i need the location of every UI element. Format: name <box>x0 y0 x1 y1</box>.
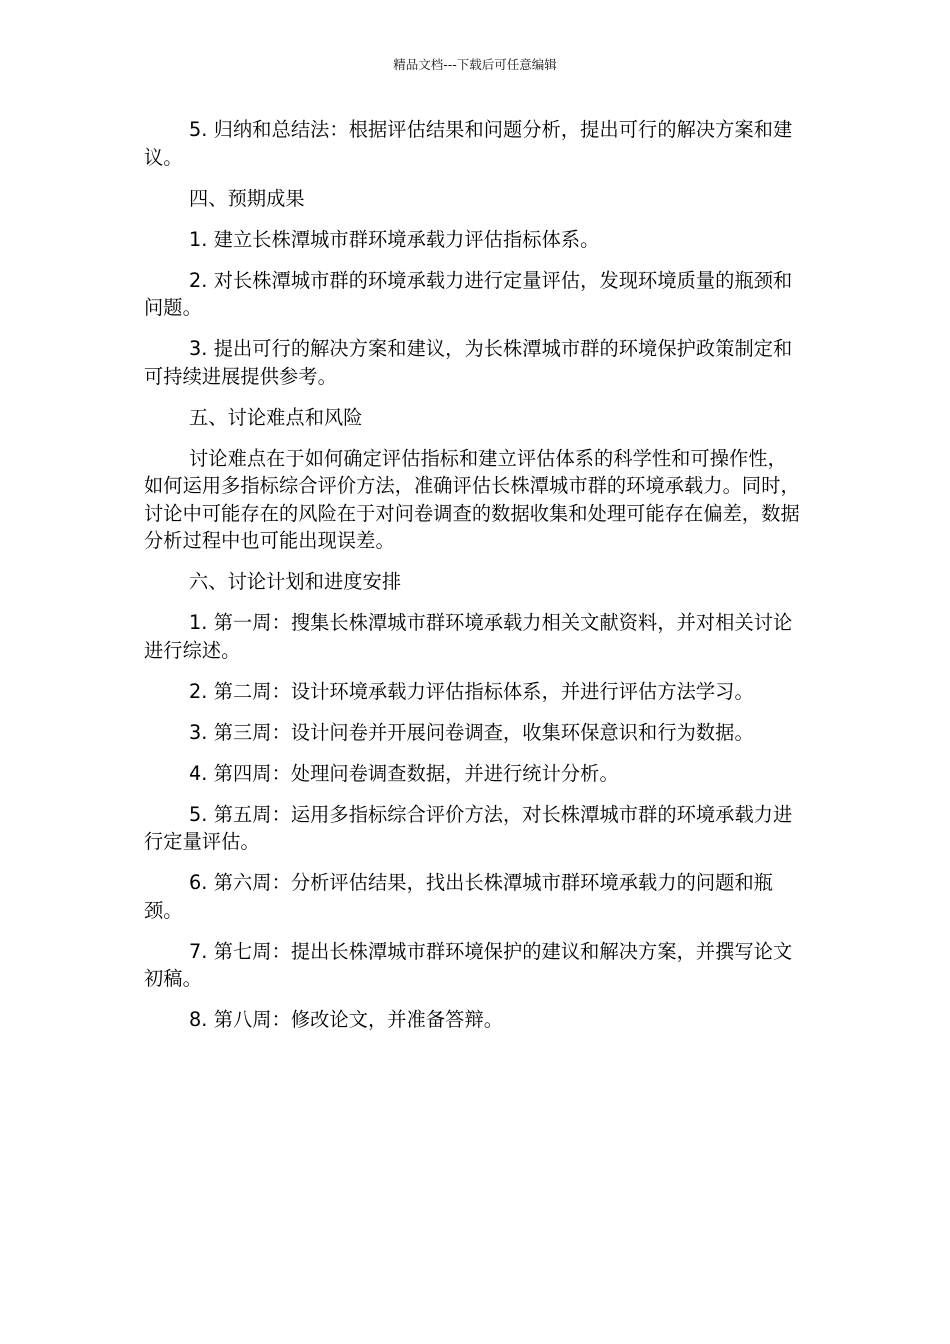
section-heading-expected-results: 四、预期成果 <box>189 186 305 210</box>
schedule-week-3: 3. 第三周：设计问卷并开展问卷调查，收集环保意识和行为数据。 <box>189 720 754 744</box>
schedule-week-1: 1. 第一周：搜集长株潭城市群环境承载力相关文献资料，并对相关讨论进行综述。 <box>144 611 793 662</box>
schedule-week-8: 8. 第八周：修改论文，并准备答辩。 <box>189 1008 504 1031</box>
result-item-2: 2. 对长株潭城市群的环境承载力进行定量评估，发现环境质量的瓶颈和问题。 <box>144 268 793 319</box>
schedule-week-4: 4. 第四周：处理问卷调查数据，并进行统计分析。 <box>189 761 619 785</box>
section-heading-difficulties-risks: 五、讨论难点和风险 <box>189 405 363 429</box>
method-item-5: 5. 归纳和总结法：根据评估结果和问题分析，提出可行的解决方案和建议。 <box>144 118 793 169</box>
page-header: 精品文档---下载后可任意编辑 <box>393 57 557 72</box>
schedule-week-6: 6. 第六周：分析评估结果，找出长株潭城市群环境承载力的问题和瓶颈。 <box>144 871 774 922</box>
schedule-week-2: 2. 第二周：设计环境承载力评估指标体系，并进行评估方法学习。 <box>189 679 754 703</box>
schedule-week-5: 5. 第五周：运用多指标综合评价方法，对长株潭城市群的环境承载力进行定量评估。 <box>144 802 793 853</box>
result-item-1: 1. 建立长株潭城市群环境承载力评估指标体系。 <box>189 227 600 251</box>
document-body <box>144 116 800 1047</box>
result-item-3: 3. 提出可行的解决方案和建议，为长株潭城市群的环境保护政策制定和可持续进展提供参考。 <box>144 337 793 388</box>
section-heading-schedule: 六、讨论计划和进度安排 <box>189 570 402 593</box>
schedule-week-7: 7. 第七周：提出长株潭城市群环境保护的建议和解决方案，并撰写论文初稿。 <box>144 939 793 990</box>
difficulties-paragraph: 讨论难点在于如何确定评估指标和建立评估体系的科学性和可操作性，如何运用多指标综合评价方法，准确评估长株潭城市群的环境承载力。同时，讨论中可能存在的风险在于对问卷调查的数据收集和处理可能存在偏差，数据分析过程中也可能出现误差。 <box>144 446 800 552</box>
